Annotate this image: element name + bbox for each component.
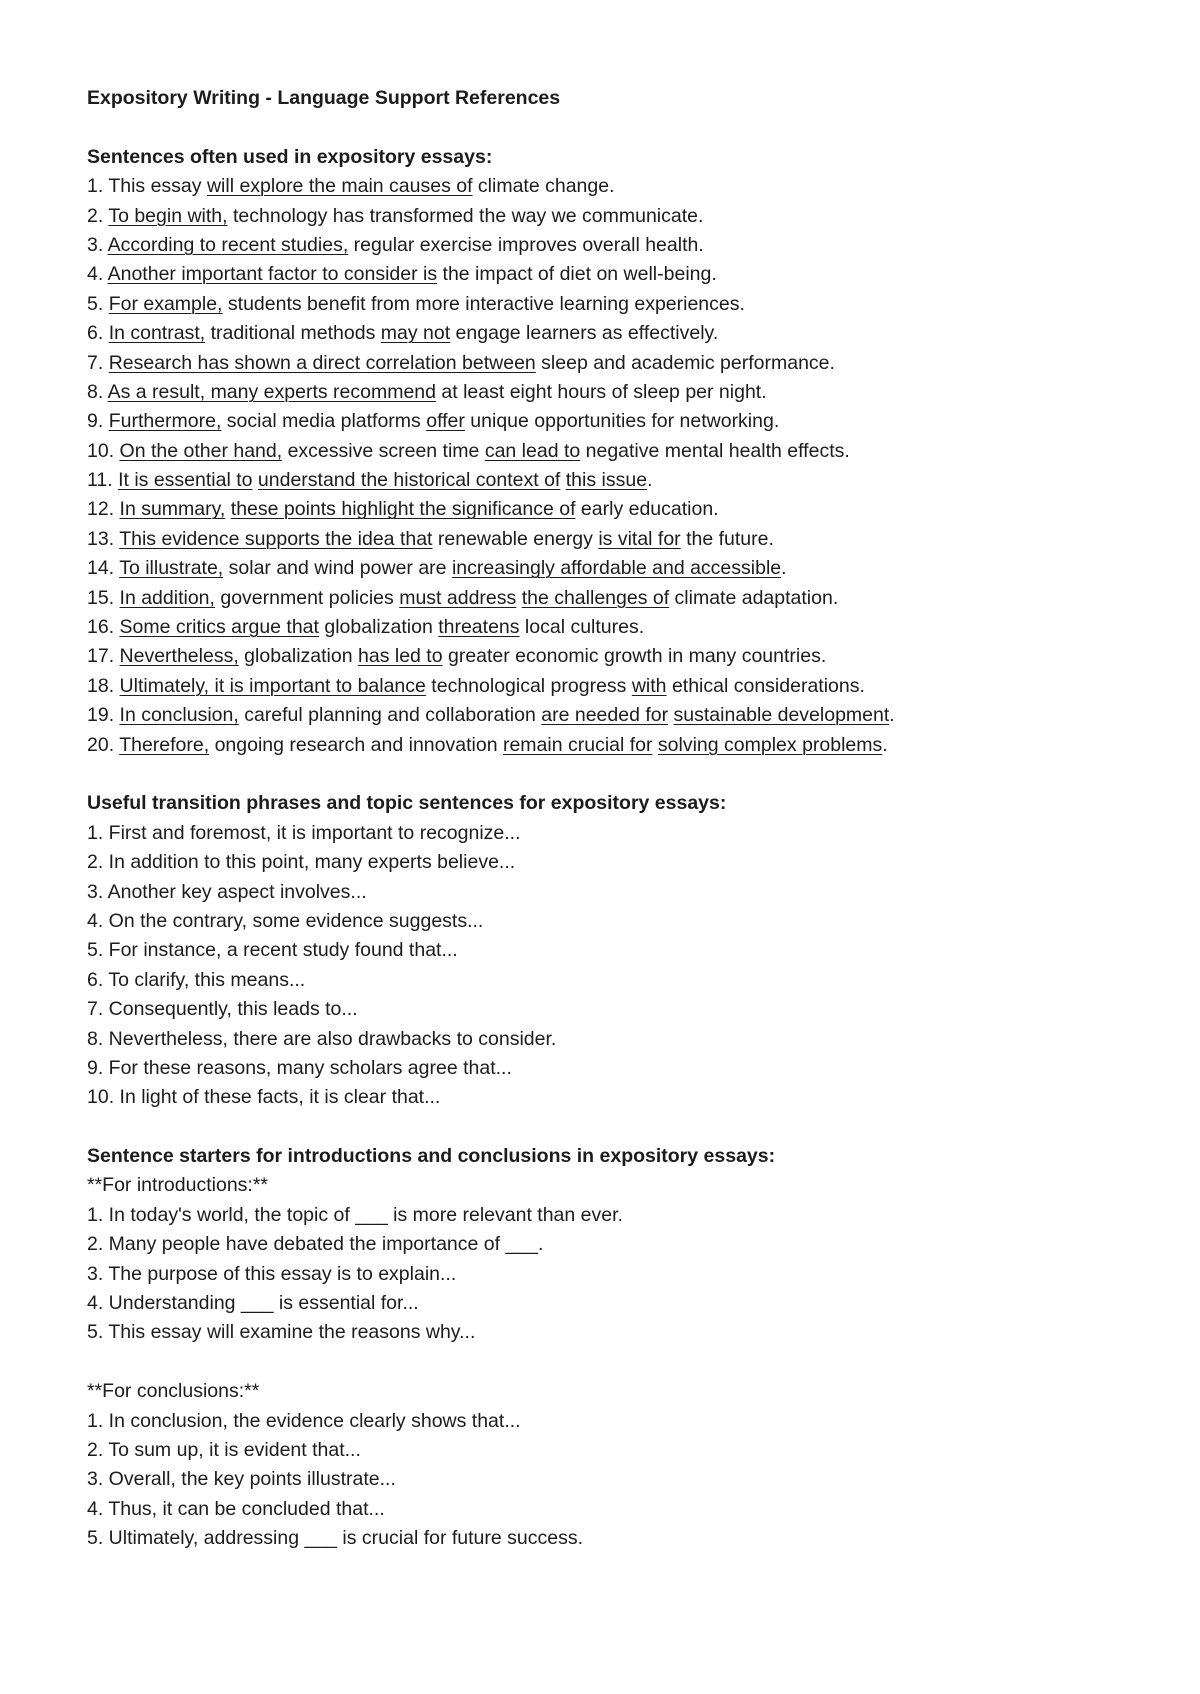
underlined-phrase: Ultimately, it is important to balance	[119, 674, 426, 697]
list-item	[87, 349, 1147, 378]
underlined-phrase: On the other hand,	[119, 439, 283, 462]
underlined-phrase: This evidence supports the idea that	[119, 527, 433, 550]
spacer	[87, 760, 1147, 789]
sentence-text: students benefit from more interactive learning experiences.	[222, 292, 745, 315]
list-item	[87, 525, 1147, 554]
sentence-text: 20.	[87, 733, 120, 756]
list-item	[87, 731, 1147, 760]
list-item: 5. This essay will examine the reasons why...	[87, 1321, 476, 1344]
sentence-text: 6.	[87, 322, 109, 345]
underlined-phrase: solving complex problems	[657, 733, 883, 756]
section-heading-transition-phrases: Useful transition phrases and topic sentences for expository essays:	[87, 792, 727, 815]
underlined-phrase: understand the historical context of	[257, 469, 561, 492]
sentence-text: 2.	[87, 204, 109, 227]
sentence-text: .	[647, 469, 653, 492]
list-item	[87, 319, 1147, 348]
sentence-text: .	[889, 704, 895, 727]
sentence-text: traditional methods	[205, 322, 381, 345]
sentence-text: 13.	[87, 527, 120, 550]
underlined-phrase: In contrast,	[108, 322, 206, 345]
underlined-phrase: Furthermore,	[108, 410, 222, 433]
sentence-text: careful planning and collaboration	[238, 704, 542, 727]
underlined-phrase: must address	[399, 586, 517, 609]
sentence-text: 15.	[87, 586, 120, 609]
underlined-phrase: with	[631, 674, 667, 697]
sentence-text: 4.	[87, 263, 108, 286]
spacer	[87, 1113, 1147, 1142]
list-item: 1. In conclusion, the evidence clearly shows that...	[87, 1409, 521, 1432]
list-item	[87, 172, 1147, 201]
underlined-phrase: offer	[426, 410, 465, 433]
sentence-text: at least eight hours of sleep per night.	[436, 380, 767, 403]
sentence-text: 7.	[87, 351, 109, 374]
list-item: 1. First and foremost, it is important to recognize...	[87, 821, 521, 844]
sentence-text: 10.	[87, 439, 120, 462]
underlined-phrase: remain crucial for	[502, 733, 653, 756]
list-item: 9. For these reasons, many scholars agree that...	[87, 1056, 512, 1079]
underlined-phrase: Another important factor to consider is	[107, 263, 438, 286]
list-item: 5. Ultimately, addressing ___ is crucial for future success.	[87, 1527, 584, 1550]
sentence-text: 16.	[87, 616, 120, 639]
underlined-phrase: will explore the main causes of	[206, 175, 473, 198]
list-item	[87, 260, 1147, 289]
introduction-starters-list	[87, 1201, 1147, 1348]
underlined-phrase: threatens	[438, 616, 520, 639]
sentence-text: ongoing research and innovation	[209, 733, 503, 756]
underlined-phrase: may not	[380, 322, 451, 345]
sentence-text: engage learners as effectively.	[450, 322, 719, 345]
underlined-phrase: Some critics argue that	[119, 616, 319, 639]
list-item: 8. Nevertheless, there are also drawbacks to consider.	[87, 1027, 557, 1050]
underlined-phrase: is vital for	[598, 527, 681, 550]
sentence-text: ethical considerations.	[666, 674, 865, 697]
sentence-text: negative mental health effects.	[580, 439, 850, 462]
sentence-text: climate change.	[472, 175, 615, 198]
list-item	[87, 290, 1147, 319]
list-item: 2. To sum up, it is evident that...	[87, 1438, 361, 1461]
list-item	[87, 202, 1147, 231]
underlined-phrase: In summary,	[119, 498, 226, 521]
sentence-text: technological progress	[425, 674, 632, 697]
list-item	[87, 672, 1147, 701]
document-page	[87, 84, 1147, 1554]
conclusions-label: **For conclusions:**	[87, 1380, 260, 1403]
conclusion-starters-list	[87, 1407, 1147, 1554]
underlined-phrase: this issue	[565, 469, 648, 492]
sentence-text: excessive screen time	[282, 439, 485, 462]
sentence-text: social media platforms	[221, 410, 427, 433]
underlined-phrase: In conclusion,	[119, 704, 239, 727]
list-item: 6. To clarify, this means...	[87, 968, 306, 991]
section-heading-sentence-starters: Sentence starters for introductions and conclusions in expository essays:	[87, 1145, 776, 1168]
list-item	[87, 231, 1147, 260]
transition-phrases-list	[87, 819, 1147, 1113]
underlined-phrase: the challenges of	[521, 586, 670, 609]
list-item	[87, 495, 1147, 524]
list-item	[87, 642, 1147, 671]
underlined-phrase: According to recent studies,	[107, 233, 349, 256]
underlined-phrase: In addition,	[119, 586, 215, 609]
list-item: 4. Thus, it can be concluded that...	[87, 1497, 385, 1520]
underlined-phrase: To illustrate,	[119, 557, 224, 580]
list-item	[87, 554, 1147, 583]
underlined-phrase: Nevertheless,	[119, 645, 239, 668]
document-title: Expository Writing - Language Support References	[87, 87, 561, 109]
sentence-text: 8.	[87, 380, 108, 403]
list-item	[87, 407, 1147, 436]
sentence-text: 3.	[87, 233, 108, 256]
list-item	[87, 466, 1147, 495]
list-item: 3. Overall, the key points illustrate...	[87, 1468, 396, 1491]
sentence-text: 11.	[87, 469, 119, 492]
sentence-text: renewable energy	[432, 527, 599, 550]
sentence-text: 19.	[87, 704, 120, 727]
underlined-phrase: For example,	[108, 292, 223, 315]
underlined-phrase: As a result, many experts recommend	[107, 380, 436, 403]
sentence-text: regular exercise improves overall health.	[348, 233, 704, 256]
list-item: 3. The purpose of this essay is to explain...	[87, 1262, 457, 1285]
underlined-phrase: increasingly affordable and accessible	[451, 557, 782, 580]
underlined-phrase: has led to	[358, 645, 443, 668]
underlined-phrase: sustainable development	[673, 704, 890, 727]
sentence-text: .	[781, 557, 787, 580]
underlined-phrase: It is essential to	[118, 469, 253, 492]
sentence-text: technology has transformed the way we communicate.	[227, 204, 704, 227]
sentence-text: 5.	[87, 292, 109, 315]
list-item: 2. Many people have debated the importance of ___.	[87, 1233, 544, 1256]
list-item: 7. Consequently, this leads to...	[87, 998, 358, 1021]
spacer	[87, 1348, 1147, 1377]
list-item: 4. Understanding ___ is essential for...	[87, 1292, 419, 1315]
sentence-text: .	[882, 733, 888, 756]
introductions-label: **For introductions:**	[87, 1174, 269, 1197]
sentence-text: climate adaptation.	[669, 586, 839, 609]
sentence-text: sleep and academic performance.	[535, 351, 835, 374]
spacer	[87, 113, 1147, 142]
sentence-text: the impact of diet on well-being.	[437, 263, 717, 286]
sentence-text: unique opportunities for networking.	[464, 410, 780, 433]
sentence-text: solar and wind power are	[223, 557, 452, 580]
list-item	[87, 378, 1147, 407]
list-item: 5. For instance, a recent study found that...	[87, 939, 458, 962]
underlined-phrase: can lead to	[484, 439, 581, 462]
list-item	[87, 584, 1147, 613]
sentence-text: globalization	[318, 616, 439, 639]
sentence-text: 12.	[87, 498, 120, 521]
sentence-text: 18.	[87, 674, 120, 697]
list-item: 2. In addition to this point, many experts believe...	[87, 851, 516, 874]
underlined-phrase: Research has shown a direct correlation between	[108, 351, 536, 374]
sentence-text: early education.	[575, 498, 719, 521]
list-item: 4. On the contrary, some evidence suggests...	[87, 909, 484, 932]
sentence-text: globalization	[238, 645, 358, 668]
underlined-phrase: To begin with,	[108, 204, 228, 227]
list-item	[87, 613, 1147, 642]
list-item	[87, 437, 1147, 466]
sentence-text: 9.	[87, 410, 109, 433]
list-item: 3. Another key aspect involves...	[87, 880, 367, 903]
sentence-text: 1. This essay	[87, 175, 207, 198]
underlined-phrase: are needed for	[541, 704, 669, 727]
section-heading-expository-sentences: Sentences often used in expository essays:	[87, 145, 493, 168]
list-item	[87, 701, 1147, 730]
list-item: 10. In light of these facts, it is clear that...	[87, 1086, 441, 1109]
underlined-phrase: Therefore,	[119, 733, 210, 756]
sentence-text: government policies	[214, 586, 400, 609]
underlined-phrase: these points highlight the significance of	[230, 498, 576, 521]
sentence-text: 17.	[87, 645, 120, 668]
sentence-text: greater economic growth in many countries.	[442, 645, 827, 668]
sentence-text: local cultures.	[519, 616, 645, 639]
list-item: 1. In today's world, the topic of ___ is more relevant than ever.	[87, 1203, 623, 1226]
expository-sentences-list	[87, 172, 1147, 760]
sentence-text: 14.	[87, 557, 120, 580]
sentence-text: the future.	[680, 527, 774, 550]
